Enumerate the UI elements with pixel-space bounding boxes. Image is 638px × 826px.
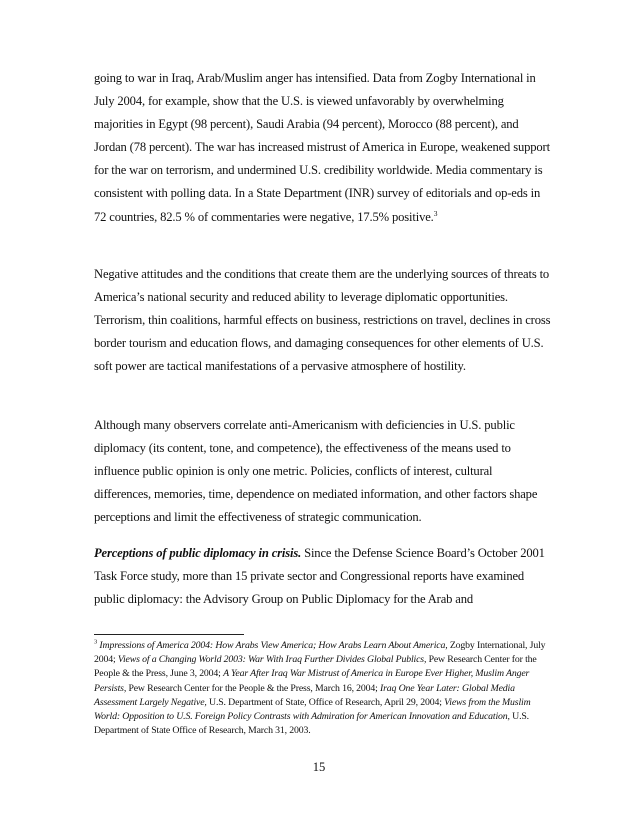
- footnote-part: Impressions of America 2004: How Arabs View America; How Arabs Learn About America,: [97, 640, 448, 651]
- footnote-part: Views from the Muslim World: Opposition to U.S. Foreign Policy Contrasts with Admiration for American Innovation and Education,: [94, 696, 531, 723]
- footnote-part: Pew Research Center for the People & the Press, June 3, 2004;: [94, 654, 537, 680]
- footnote-part: Iraq One Year Later: Global Media Assessment Largely Negative,: [94, 682, 515, 708]
- footnote-number: 3: [94, 638, 98, 646]
- footnote: [94, 639, 556, 738]
- body-paragraph-2: Negative attitudes and the conditions that create them are the underlying sources of threats to America’s national security and reduced ability to leverage diplomatic opportunities. Terrorism, thin coalitions, harmful effects on business, restrictions on travel, declines in cross border tourism and education flows, and damaging consequences for other elements of U.S. soft power are tactical manifestations of a pervasive atmosphere of hostility.: [94, 267, 551, 374]
- body-paragraph-1: [94, 67, 552, 229]
- footnote-divider: [94, 634, 244, 635]
- footnote-reference: 3: [433, 208, 438, 218]
- footnote-part: U.S. Department of State Office of Research, March 31, 2003.: [94, 711, 529, 737]
- footnote-part: Views of a Changing World 2003: War With Iraq Further Divides Global Publics,: [117, 654, 427, 666]
- section-text: Since the Defense Science Board’s October 2001 Task Force study, more than 15 private sector and Congressional reports have examined public diplomacy: the Advisory Group on Public Diplomacy for the Arab and: [94, 546, 545, 607]
- body-paragraph-3: Although many observers correlate anti-Americanism with deficiencies in U.S. public diplomacy (its content, tone, and competence), the effectiveness of the means used to influence public opinion is only one metric. Policies, conflicts of interest, cultural differences, memories, time, dependence on mediated information, and other factors shape perceptions and limit the effectiveness of strategic communication.: [94, 418, 538, 525]
- footnote-part: Pew Research Center for the People & the Press, March 16, 2004;: [126, 682, 381, 694]
- paragraph-text: going to war in Iraq, Arab/Muslim anger has intensified. Data from Zogby International in July 2004, for example, show that the U.S. is viewed unfavorably by overwhelming majorities in Egypt (98 percent), Saudi Arabia (94 percent), Morocco (88 percent), and Jordan (78 percent). The war has increased mistrust of America in Europe, weakened support for the war on terrorism, and undermined U.S. credibility worldwide. Media commentary is consistent with polling data. In a State Department (INR) survey of editorials and op-eds in 72 countries, 82.5 % of commentaries were negative, 17.5% positive.: [94, 71, 550, 224]
- footnote-part: A Year After Iraq War Mistrust of America in Europe Ever Higher, Muslim Anger Persists,: [94, 668, 530, 694]
- footnote-part: U.S. Department of State, Office of Research, April 29, 2004;: [206, 696, 445, 708]
- section-heading: Perceptions of public diplomacy in crisis.: [94, 546, 302, 560]
- footnote-part: Zogby International, July 2004;: [94, 640, 546, 666]
- section-paragraph: [94, 542, 552, 611]
- page-number: 15: [312, 760, 326, 774]
